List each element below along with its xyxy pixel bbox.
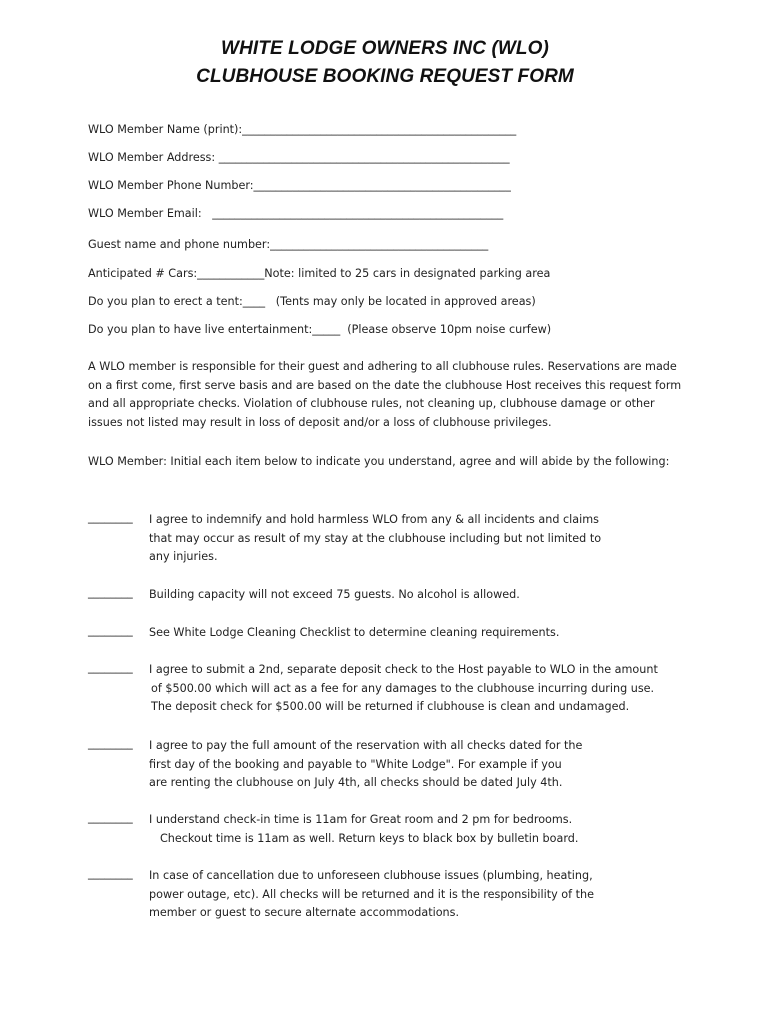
rules-paragraph-line: issues not listed may result in loss of deposit and/or a loss of clubhouse privileges. — [88, 416, 552, 430]
agreement-text — [149, 586, 689, 605]
rules-paragraph — [88, 358, 688, 433]
live-entertainment-field[interactable]: Do you plan to have live entertainment:_____ (Please observe 10pm noise curfew) — [88, 323, 552, 336]
agreement-text — [149, 737, 689, 793]
agreement-line: I agree to indemnify and hold harmless WLO from any & all incidents and claims — [149, 513, 599, 526]
initial-blank[interactable]: ________ — [88, 511, 133, 524]
agreement-line: member or guest to secure alternate accommodations. — [149, 906, 460, 920]
agreement-line: of $500.00 which will act as a fee for any damages to the clubhouse incurring during use. — [151, 681, 655, 695]
agreement-line: The deposit check for $500.00 will be returned if clubhouse is clean and undamaged. — [151, 700, 630, 714]
initial-blank[interactable]: ________ — [88, 737, 133, 750]
initial-blank[interactable]: ________ — [88, 661, 133, 674]
initial-blank[interactable]: ________ — [88, 867, 133, 880]
guest-name-phone-field[interactable]: Guest name and phone number:_______________________________________ — [88, 238, 489, 251]
agreement-text — [149, 511, 689, 567]
agreement-line: Checkout time is 11am as well. Return keys to black box by bulletin board. — [160, 831, 579, 845]
anticipated-cars-field[interactable]: Anticipated # Cars:____________Note: limited to 25 cars in designated parking area — [88, 267, 551, 280]
form-title-line-1: WHITE LODGE OWNERS INC (WLO) — [221, 38, 549, 59]
agreement-line: Building capacity will not exceed 75 guests. No alcohol is allowed. — [149, 588, 520, 601]
member-phone-field[interactable]: WLO Member Phone Number:______________________________________________ — [88, 179, 511, 192]
initial-blank[interactable]: ________ — [88, 624, 133, 637]
agreement-text — [149, 811, 689, 848]
initial-blank[interactable]: ________ — [88, 811, 133, 824]
agreement-line: In case of cancellation due to unforeseen clubhouse issues (plumbing, heating, — [149, 869, 593, 882]
initial-instruction: WLO Member: Initial each item below to indicate you understand, agree and will abide by the following: — [88, 455, 670, 468]
rules-paragraph-line: and all appropriate checks. Violation of clubhouse rules, not cleaning up, clubhouse damage or other — [88, 397, 655, 411]
form-title-line-2: CLUBHOUSE BOOKING REQUEST FORM — [196, 66, 574, 87]
agreement-line: I understand check-in time is 11am for Great room and 2 pm for bedrooms. — [149, 813, 573, 826]
initial-blank[interactable]: ________ — [88, 586, 133, 599]
agreement-line: I agree to pay the full amount of the reservation with all checks dated for the — [149, 739, 583, 752]
rules-paragraph-line: A WLO member is responsible for their guest and adhering to all clubhouse rules. Reservations are made — [88, 360, 677, 373]
agreement-text — [149, 624, 689, 643]
agreement-line: first day of the booking and payable to "White Lodge". For example if you — [149, 757, 562, 771]
agreement-text — [149, 867, 689, 923]
member-email-field[interactable]: WLO Member Email: ____________________________________________________ — [88, 207, 504, 220]
agreement-line: are renting the clubhouse on July 4th, all checks should be dated July 4th. — [149, 776, 563, 790]
rules-paragraph-line: on a first come, first serve basis and are based on the date the clubhouse Host receives this request form — [88, 378, 682, 392]
agreement-line: any injuries. — [149, 550, 218, 564]
agreement-line: that may occur as result of my stay at the clubhouse including but not limited to — [149, 531, 602, 545]
agreement-line: power outage, etc). All checks will be returned and it is the responsibility of the — [149, 887, 594, 901]
member-address-field[interactable]: WLO Member Address: ____________________________________________________ — [88, 151, 510, 164]
agreement-text — [149, 661, 689, 717]
member-name-field[interactable]: WLO Member Name (print):_________________________________________________ — [88, 123, 517, 136]
agreement-line: See White Lodge Cleaning Checklist to determine cleaning requirements. — [149, 626, 560, 639]
tent-field[interactable]: Do you plan to erect a tent:____ (Tents may only be located in approved areas) — [88, 295, 536, 308]
agreement-line: I agree to submit a 2nd, separate deposit check to the Host payable to WLO in the amount — [149, 663, 658, 676]
